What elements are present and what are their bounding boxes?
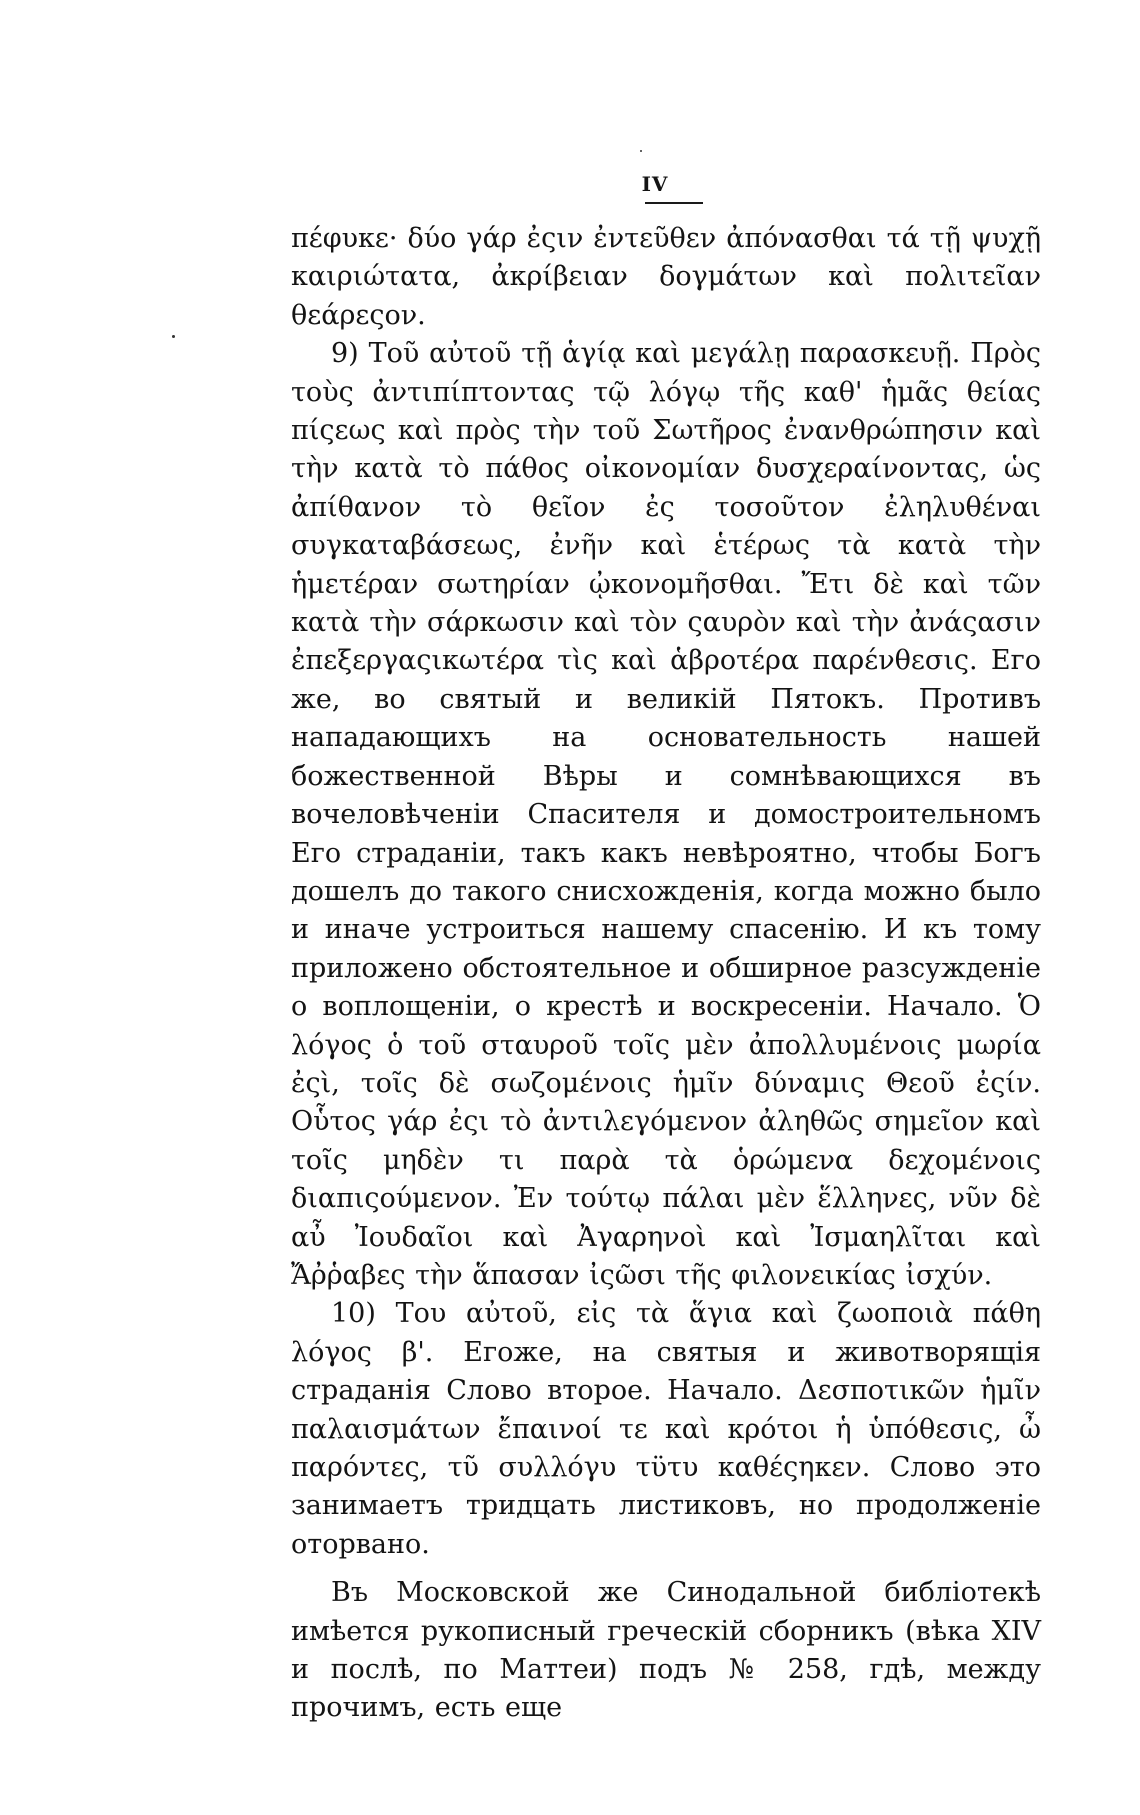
scan-speck	[172, 335, 175, 338]
body-text	[291, 220, 1041, 1728]
paragraph-item-9: 9) Τοῦ αὐτοῦ τῇ ἁγίᾳ καὶ μεγάλῃ παρασκευῇ. Πρὸς τοὺς ἀντιπίπτοντας τῷ λόγῳ τῆς καθ' ἡμᾶς θείας πίςεως καὶ πρὸς τὴν τοῦ Σωτῆρος ἐνανθρώπησιν καὶ τὴν κατὰ τὸ πάθος οἰκονομίαν δυσχεραίνοντας, ὡς ἀπίθανον τὸ θεῖον ἐς τοσοῦτον ἐληλυθέναι συγκαταβάσεως, ἐνῆν καὶ ἑτέρως τὰ κατὰ τὴν ἡμετέραν σωτηρίαν ᾠκονομῆσθαι. Ἔτι δὲ καὶ τῶν κατὰ τὴν σάρκωσιν καὶ τὸν ςαυρὸν καὶ τὴν ἀνάςασιν ἐπεξεργαςικωτέρα τὶς καὶ ἁβροτέρα παρένθεσις. Его же, во святый и великій Пятокъ. Противъ нападающихъ на основательность нашей божественной Вѣры и сомнѣвающихся въ вочеловѣченіи Спасителя и домостроительномъ Его страданіи, такъ какъ невѣроятно, чтобы Богъ дошелъ до такого снисхожденія, когда можно было и иначе устроиться нашему спасенію. И къ тому приложено обстоятельное и обширное разсужденіе о воплощеніи, о крестѣ и воскресеніи. Начало. Ὁ λόγος ὁ τοῦ σταυροῦ τοῖς μὲν ἀπολλυμένοις μωρία ἐςὶ, τοῖς δὲ σωζομένοις ἡμῖν δύναμις Θεοῦ ἐςίν. Οὗτος γάρ ἐςι τὸ ἀντιλεγόμενον ἀληθῶς σημεῖον καὶ τοῖς μηδὲν τι παρὰ τὰ ὁρώμενα δεχομένοις διαπιςούμενον. Ἐν τούτῳ πάλαι μὲν ἕλληνες, νῦν δὲ αὖ Ἰουδαῖοι καὶ Ἀγαρηνοὶ καὶ Ἰσμαηλῖται καὶ Ἄῤῥαβες τὴν ἅπασαν ἰςῶσι τῆς φιλονεικίας ἰσχύν.	[291, 338, 1041, 1291]
paragraph-continued: πέφυκε· δύο γάρ ἐςιν ἐντεῦθεν ἀπόνασθαι τά τῇ ψυχῇ καιριώτατα, ἀκρίβειαν δογμάτων καὶ πολιτεῖαν θεάρεςον.	[291, 223, 1041, 331]
header-rule	[645, 202, 703, 204]
page-number: IV	[641, 172, 669, 196]
scan-speck	[640, 150, 642, 152]
paragraph-synodal-library: Въ Московской же Синодальной библіотекѣ имѣется рукописный греческій сборникъ (вѣка XIV и послѣ, по Маттеи) подъ № 258, гдѣ, между прочимъ, есть еще	[291, 1577, 1041, 1724]
paragraph-item-10: 10) Του αὐτοῦ, εἰς τὰ ἅγια καὶ ζωοποιὰ πάθη λόγος β'. Егоже, на святыя и животворящія страданія Слово второе. Начало. Δεσποτικῶν ἡμῖν παλαισμάτων ἔπαινοί τε καὶ κρότοι ἡ ὑπόθεσις, ὦ παρόντες, τῦ συλλόγυ τϋτυ καθέςηκεν. Слово это занимаетъ тридцать листиковъ, но продолженіе оторвано.	[291, 1298, 1041, 1560]
